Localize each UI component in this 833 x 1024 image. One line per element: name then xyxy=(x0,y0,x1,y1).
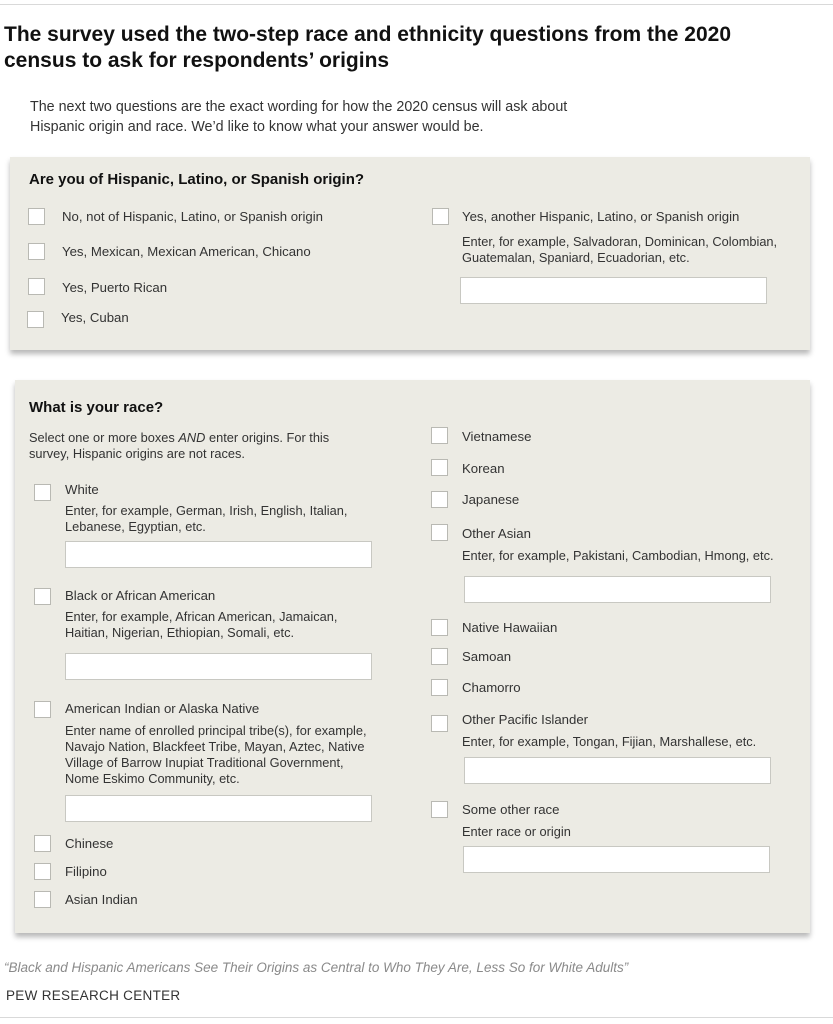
hispanic-question-panel xyxy=(10,157,810,350)
some-other-race-hint: Enter race or origin xyxy=(462,824,571,839)
checkbox-native-hawaiian[interactable] xyxy=(431,619,448,636)
option-black: Black or African American xyxy=(65,588,216,603)
checkbox-filipino[interactable] xyxy=(34,863,51,880)
other-pacific-islander-hint: Enter, for example, Tongan, Fijian, Marshallese, etc. xyxy=(462,734,757,749)
other-asian-hint: Enter, for example, Pakistani, Cambodian, Hmong, etc. xyxy=(462,548,774,563)
race-instruction: Select one or more boxes AND enter origins. For this survey, Hispanic origins are not races. xyxy=(29,430,330,461)
option-some-other-race: Some other race xyxy=(462,802,560,817)
source-note: “Black and Hispanic Americans See Their Origins as Central to Who They Are, Less So for White Adults” xyxy=(4,960,629,975)
checkbox-cuban[interactable] xyxy=(27,311,44,328)
hispanic-question: Are you of Hispanic, Latino, or Spanish origin? xyxy=(29,171,365,188)
white-origin-input[interactable] xyxy=(65,541,372,568)
pew-logo-text: PEW RESEARCH CENTER xyxy=(6,988,181,1003)
checkbox-japanese[interactable] xyxy=(431,491,448,508)
option-other-asian: Other Asian xyxy=(462,526,531,541)
other-asian-input[interactable] xyxy=(464,576,771,603)
checkbox-white[interactable] xyxy=(34,484,51,501)
checkbox-puerto-rican[interactable] xyxy=(28,278,45,295)
top-rule xyxy=(0,4,833,5)
other-hispanic-hint: Enter, for example, Salvadoran, Dominican, Colombian, Guatemalan, Spaniard, Ecuadorian, etc. xyxy=(462,234,778,265)
option-japanese: Japanese xyxy=(462,492,520,507)
checkbox-not-hispanic[interactable] xyxy=(28,208,45,225)
checkbox-other-asian[interactable] xyxy=(431,524,448,541)
checkbox-black[interactable] xyxy=(34,588,51,605)
checkbox-aian[interactable] xyxy=(34,701,51,718)
checkbox-samoan[interactable] xyxy=(431,648,448,665)
black-origin-input[interactable] xyxy=(65,653,372,680)
aian-hint: Enter name of enrolled principal tribe(s), for example, Navajo Nation, Blackfeet Tribe, Mayan, Aztec, Native Village of Barrow Inupiat Traditional Government, Nome Eskimo Community, etc. xyxy=(65,723,367,786)
option-vietnamese: Vietnamese xyxy=(462,429,532,444)
option-white: White xyxy=(65,482,99,497)
race-question: What is your race? xyxy=(29,399,164,416)
bottom-rule xyxy=(0,1017,833,1018)
option-filipino: Filipino xyxy=(65,864,107,879)
option-native-hawaiian: Native Hawaiian xyxy=(462,620,558,635)
checkbox-asian-indian[interactable] xyxy=(34,891,51,908)
other-pacific-islander-input[interactable] xyxy=(464,757,771,784)
race-question-panel xyxy=(15,380,810,933)
option-other-hispanic: Yes, another Hispanic, Latino, or Spanish origin xyxy=(462,209,740,224)
black-hint: Enter, for example, African American, Jamaican, Haitian, Nigerian, Ethiopian, Somali, etc. xyxy=(65,609,338,640)
checkbox-other-pacific-islander[interactable] xyxy=(431,715,448,732)
checkbox-other-hispanic[interactable] xyxy=(432,208,449,225)
option-mexican: Yes, Mexican, Mexican American, Chicano xyxy=(62,244,311,259)
page-title: The survey used the two-step race and ethnicity questions from the 2020 census to ask for respondents’ origins xyxy=(4,23,732,72)
checkbox-chamorro[interactable] xyxy=(431,679,448,696)
checkbox-mexican[interactable] xyxy=(28,243,45,260)
option-puerto-rican: Yes, Puerto Rican xyxy=(62,280,168,295)
checkbox-chinese[interactable] xyxy=(34,835,51,852)
white-hint: Enter, for example, German, Irish, English, Italian, Lebanese, Egyptian, etc. xyxy=(65,503,348,534)
checkbox-korean[interactable] xyxy=(431,459,448,476)
option-asian-indian: Asian Indian xyxy=(65,892,138,907)
option-cuban: Yes, Cuban xyxy=(61,310,129,325)
option-other-pacific-islander: Other Pacific Islander xyxy=(462,712,589,727)
aian-tribe-input[interactable] xyxy=(65,795,372,822)
option-samoan: Samoan xyxy=(462,649,512,664)
option-korean: Korean xyxy=(462,461,505,476)
option-chamorro: Chamorro xyxy=(462,680,521,695)
option-chinese: Chinese xyxy=(65,836,114,851)
checkbox-some-other-race[interactable] xyxy=(431,801,448,818)
checkbox-vietnamese[interactable] xyxy=(431,427,448,444)
intro-text: The next two questions are the exact wording for how the 2020 census will ask about Hispanic origin and race. We’d like to know what your answer would be. xyxy=(30,99,568,135)
some-other-race-input[interactable] xyxy=(463,846,770,873)
option-aian: American Indian or Alaska Native xyxy=(65,701,260,716)
other-hispanic-input[interactable] xyxy=(460,277,767,304)
option-not-hispanic: No, not of Hispanic, Latino, or Spanish origin xyxy=(62,209,323,224)
